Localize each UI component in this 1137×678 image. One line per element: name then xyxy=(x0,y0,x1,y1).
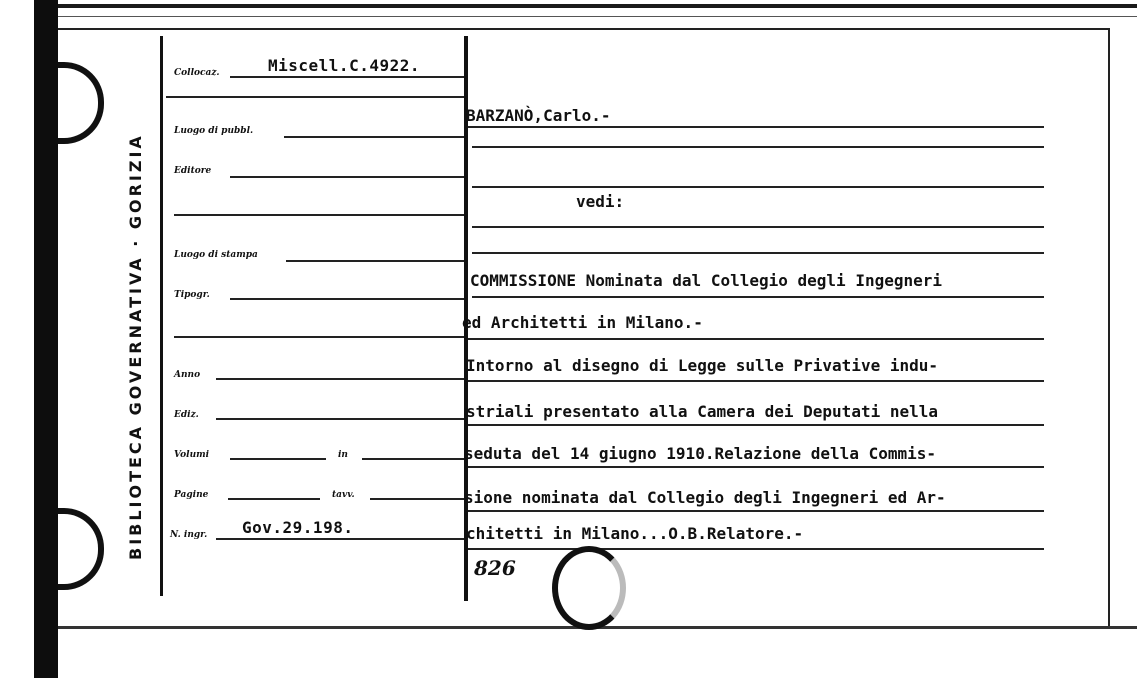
rule-volumi xyxy=(230,458,326,460)
value-n-ingr: Gov.29.198. xyxy=(242,518,354,537)
body-line-4: striali presentato alla Camera dei Deputati nella xyxy=(466,402,939,421)
rule-anno xyxy=(216,378,464,380)
label-anno: Anno xyxy=(174,370,201,380)
rule-volumi-2 xyxy=(362,458,464,460)
rule-editore-2 xyxy=(174,214,464,216)
rule-right-8 xyxy=(468,380,1044,382)
rule-pagine xyxy=(228,498,320,500)
rule-right-7 xyxy=(468,338,1044,340)
top-border-thin xyxy=(58,16,1137,17)
rule-right-12 xyxy=(468,548,1044,550)
library-name: BIBLIOTECA GOVERNATIVA · GORIZIA xyxy=(126,133,145,560)
label-n-ingr: N. ingr. xyxy=(170,530,208,540)
label-luogo-stampa: Luogo di stampa xyxy=(174,250,258,260)
label-edizione: Ediz. xyxy=(174,410,199,420)
stamp-mark xyxy=(552,546,626,630)
rule-luogo-pubbl xyxy=(284,136,464,138)
rule-tipogr xyxy=(230,298,464,300)
label-pagine: Pagine xyxy=(174,490,209,500)
rule-blank xyxy=(166,96,464,98)
value-collocazione: Miscell.C.4922. xyxy=(268,56,420,75)
rule-right-5 xyxy=(472,252,1044,254)
rule-right-9 xyxy=(468,424,1044,426)
body-line-3: Intorno al disegno di Legge sulle Privative indu- xyxy=(466,356,939,375)
handwritten-number: 826 xyxy=(474,556,516,580)
author-heading: BARZANÒ,Carlo.- xyxy=(466,106,611,125)
rule-right-4 xyxy=(472,226,1044,228)
rule-edizione xyxy=(216,418,464,420)
rule-n-ingr xyxy=(216,538,464,540)
top-border xyxy=(58,4,1137,8)
label-luogo-pubbl: Luogo di pubbl. xyxy=(174,126,254,136)
body-line-6: sione nominata dal Collegio degli Ingegneri ed Ar- xyxy=(464,488,946,507)
body-line-5: seduta del 14 giugno 1910.Relazione della Commis- xyxy=(464,444,937,463)
label-volumi-sep: in xyxy=(338,450,348,460)
rule-right-6 xyxy=(472,296,1044,298)
body-line-7: chitetti in Milano...O.B.Relatore.- xyxy=(466,524,804,543)
body-line-1: COMMISSIONE Nominata dal Collegio degli Ingegneri xyxy=(470,271,943,290)
body-line-2: ed Architetti in Milano.- xyxy=(462,313,703,332)
rule-right-2 xyxy=(472,146,1044,148)
margin-line xyxy=(160,36,163,596)
rule-right-11 xyxy=(468,510,1044,512)
rule-collocazione xyxy=(230,76,464,78)
rule-right-3 xyxy=(472,186,1044,188)
rule-editore xyxy=(230,176,464,178)
rule-tipogr-2 xyxy=(174,336,464,338)
label-pagine-sep: tavv. xyxy=(332,490,355,500)
rule-pagine-2 xyxy=(370,498,464,500)
label-editore: Editore xyxy=(174,166,212,176)
rule-right-10 xyxy=(468,466,1044,468)
label-volumi: Volumi xyxy=(174,450,210,460)
rule-right-1 xyxy=(468,126,1044,128)
card-edge-shadow xyxy=(34,0,58,678)
label-tipogr: Tipogr. xyxy=(174,290,210,300)
rule-luogo-stampa xyxy=(286,260,464,262)
see-reference: vedi: xyxy=(576,192,625,211)
label-collocazione: Collocaz. xyxy=(174,68,220,78)
